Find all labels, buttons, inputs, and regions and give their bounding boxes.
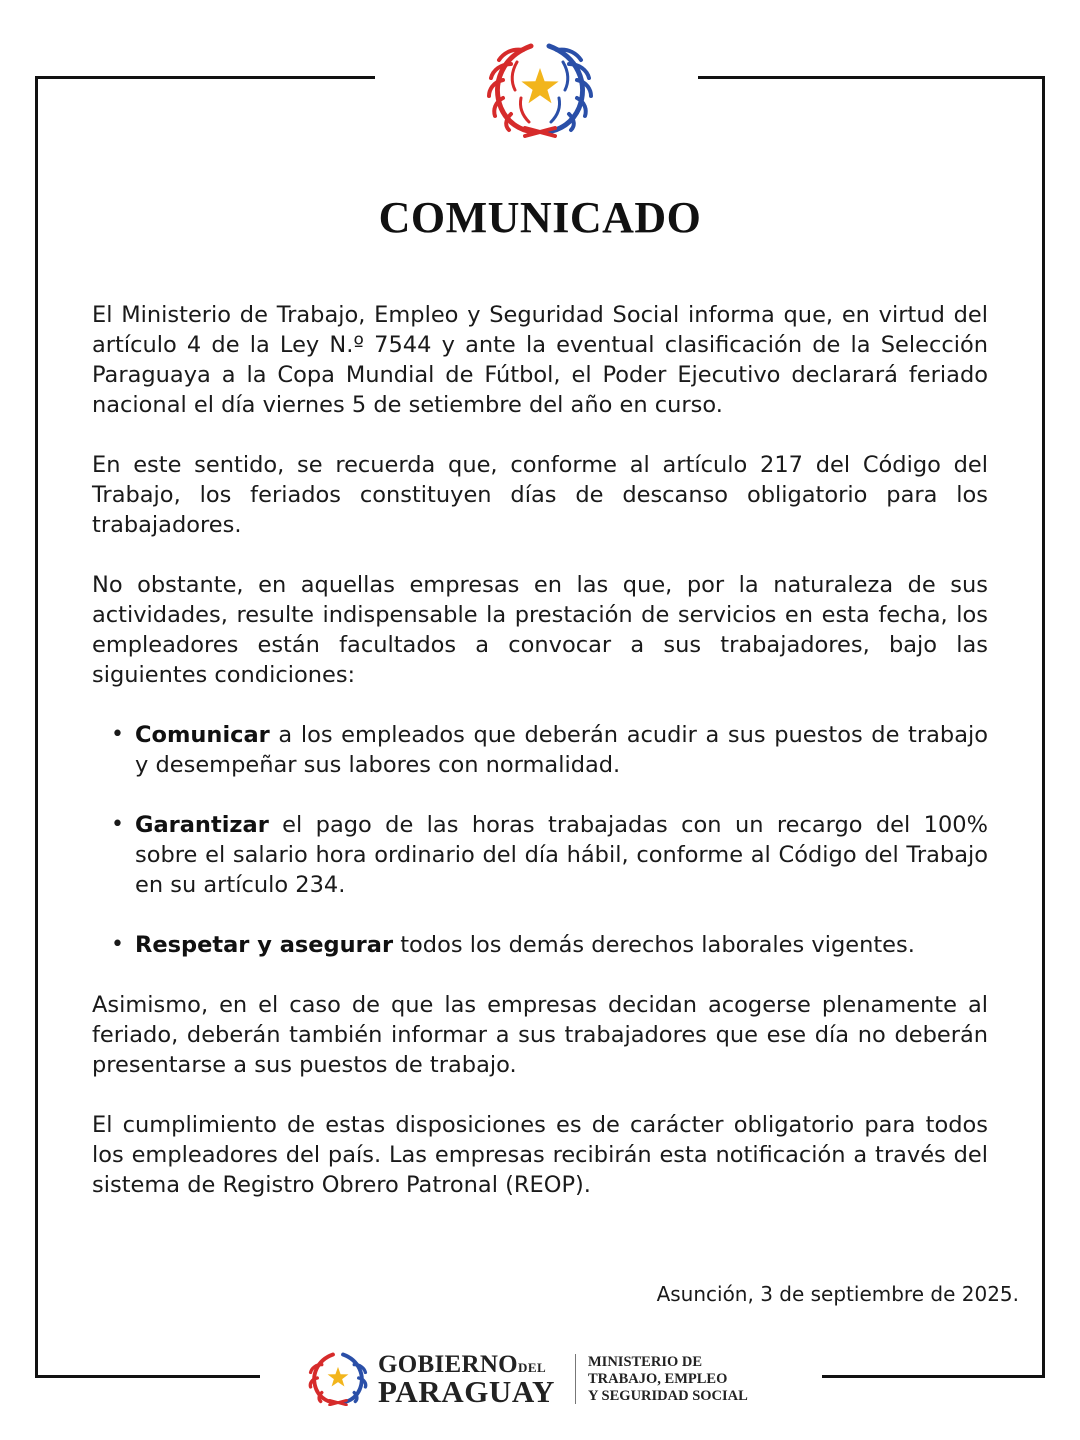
footer-ministry-line: TRABAJO, EMPLEO bbox=[588, 1371, 728, 1387]
national-emblem-icon bbox=[481, 38, 599, 138]
frame-line-bottom-right bbox=[822, 1375, 1045, 1378]
footer-del-text: DEL bbox=[517, 1360, 547, 1375]
paragraph: El cumplimiento de estas disposiciones es de carácter obligatorio para todos los empleadores del país. Las empresas recibirán esta notificación a través del sistema de Registro Obrero Patronal (REOP). bbox=[92, 1112, 988, 1198]
frame-line-right bbox=[1042, 76, 1045, 1378]
condition-text: a los empleados que deberán acudir a sus puestos de trabajo y desempeñar sus labores con normalidad. bbox=[135, 722, 988, 778]
list-item bbox=[111, 720, 988, 780]
frame-line-bottom-left bbox=[35, 1375, 260, 1378]
condition-text: todos los demás derechos laborales vigentes. bbox=[393, 932, 915, 958]
document-body bbox=[92, 300, 988, 1230]
condition-keyword: Respetar y asegurar bbox=[135, 932, 394, 958]
footer-ministry-line: Y SEGURIDAD SOCIAL bbox=[588, 1388, 748, 1404]
paragraph: No obstante, en aquellas empresas en las que, por la naturaleza de sus actividades, resulte indispensable la prestación de servicios en esta fecha, los empleadores están facultados a convocar a sus trabajadores, bajo las siguientes condiciones: bbox=[92, 572, 988, 688]
bullet: • bbox=[111, 812, 124, 837]
national-emblem-icon bbox=[305, 1350, 371, 1406]
bullet: • bbox=[111, 722, 124, 747]
condition-keyword: Comunicar bbox=[135, 722, 270, 748]
footer-ministry bbox=[588, 1354, 748, 1405]
frame-line-top-right bbox=[698, 76, 1045, 79]
frame-line-left bbox=[35, 76, 38, 1378]
condition-keyword: Garantizar bbox=[135, 812, 269, 838]
paragraph: Asimismo, en el caso de que las empresas decidan acogerse plenamente al feriado, deberán también informar a sus trabajadores que ese día no deberán presentarse a sus puestos de trabajo. bbox=[92, 992, 988, 1078]
footer-paraguay: PARAGUAY bbox=[378, 1374, 556, 1409]
footer-logo bbox=[305, 1348, 785, 1408]
footer-divider bbox=[575, 1354, 576, 1404]
footer-gobierno-text: GOBIERNO bbox=[378, 1351, 518, 1378]
bullet: • bbox=[111, 932, 124, 957]
conditions-list bbox=[92, 720, 988, 960]
list-item bbox=[111, 930, 988, 960]
paragraph: El Ministerio de Trabajo, Empleo y Seguridad Social informa que, en virtud del artículo 4 de la Ley N.º 7544 y ante la eventual clasificación de la Selección Paraguaya a la Copa Mundial de Fútbol, el Poder Ejecutivo declarará feriado nacional el día viernes 5 de setiembre del año en curso. bbox=[92, 302, 988, 418]
paragraph: En este sentido, se recuerda que, conforme al artículo 217 del Código del Trabajo, los feriados constituyen días de descanso obligatorio para los trabajadores. bbox=[92, 452, 988, 538]
frame-line-top-left bbox=[35, 76, 375, 79]
footer-ministry-line: MINISTERIO DE bbox=[588, 1354, 703, 1370]
document-date: Asunción, 3 de septiembre de 2025. bbox=[656, 1282, 1019, 1306]
page-title: COMUNICADO bbox=[378, 193, 702, 242]
list-item bbox=[111, 810, 988, 900]
condition-text: el pago de las horas trabajadas con un recargo del 100% sobre el salario hora ordinario del día hábil, conforme al Código del Trabajo en su artículo 234. bbox=[135, 812, 988, 898]
